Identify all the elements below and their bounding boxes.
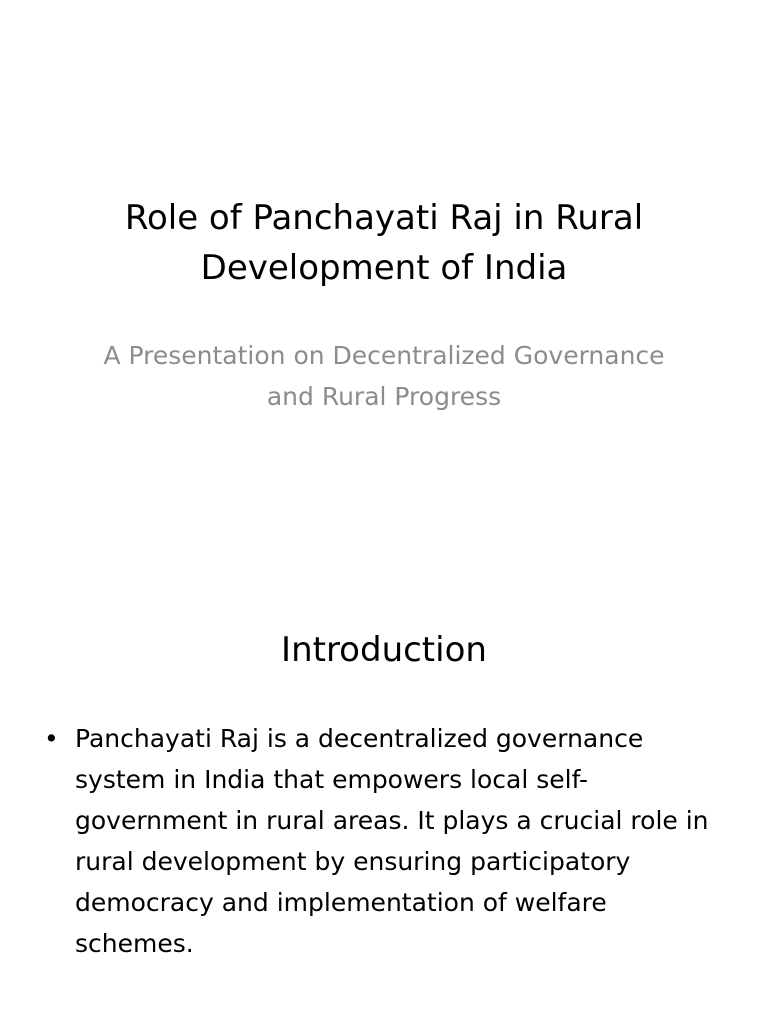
bullet-item xyxy=(40,718,728,964)
slide-title: Introduction xyxy=(281,630,487,670)
bullet-list xyxy=(40,718,728,964)
bullet-text: Panchayati Raj is a decentralized governance system in India that empowers local self-government in rural areas. It plays a crucial role in rural development by ensuring participatory democracy and implementation of welfare schemes. xyxy=(75,724,709,958)
bullet-icon: • xyxy=(44,724,59,753)
presentation-subtitle: A Presentation on Decentralized Governance and Rural Progress xyxy=(103,341,665,411)
introduction-slide xyxy=(0,576,768,1024)
presentation-title: Role of Panchayati Raj in Rural Development of India xyxy=(124,198,644,288)
